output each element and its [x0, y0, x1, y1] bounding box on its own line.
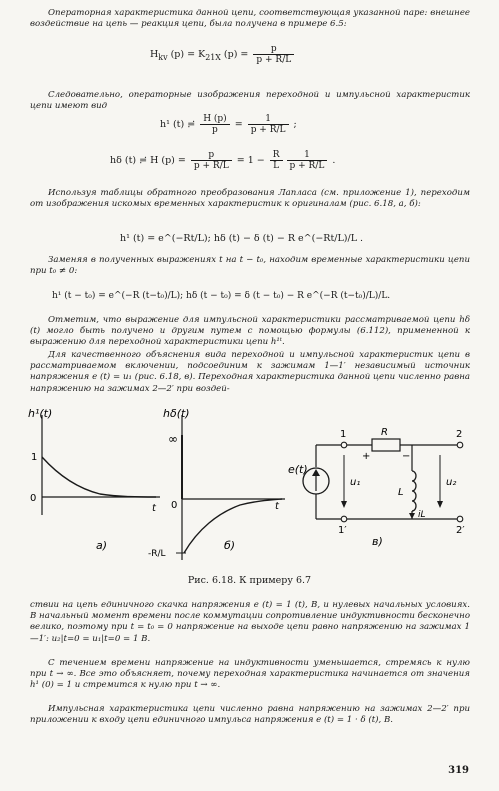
denominator: p + R/L — [193, 161, 229, 171]
formula-impulse-image — [110, 150, 335, 171]
formula-originals: h¹ (t) = e^(−Rt/L); hδ (t) − δ (t) − R e^(−Rt/L)/L . — [120, 233, 364, 244]
node-1p-terminal — [341, 516, 347, 522]
numerator: p — [191, 150, 232, 161]
panel-a-origin: 0 — [30, 493, 37, 504]
fraction — [270, 150, 283, 171]
formula-step-image — [160, 114, 297, 135]
figure-caption: Рис. 6.18. К примеру 6.7 — [187, 575, 312, 586]
inductor-label: L — [398, 487, 404, 498]
node-1p-label: 1′ — [338, 525, 347, 536]
node-2p-terminal — [457, 516, 463, 522]
denominator: L — [273, 161, 280, 171]
node-1-terminal — [341, 442, 347, 448]
node-2p-label: 2′ — [456, 525, 465, 536]
panel-b-caption: б) — [224, 539, 236, 552]
paragraph-7: ствии на цепь единичного скачка напряжения e (t) = 1 (t), В, и нулевых начальных условиях. В начальный момент времени после коммутации сопротивление индуктивности бесконечно велико, поэтому при t = t₀ = 0 напряжение на выходе цепи равно напряжению на зажимах 1—1′: u₂|t=0 = u₁|t=0 = 1 В. — [30, 600, 470, 644]
paragraph-8: С течением времени напряжение на индуктивности уменьшается, стремясь к нулю при t → ∞. Все это объясняет, почему переходная характеристика начинается от значения h¹ (0) = 1 и стремится к нулю при t → ∞. — [30, 658, 470, 691]
fraction — [248, 114, 289, 135]
panel-a-decay-curve — [42, 457, 156, 497]
panel-a-xlabel: t — [152, 503, 156, 514]
numerator: H (p) — [200, 114, 230, 125]
numerator: p — [253, 44, 294, 55]
fraction — [253, 44, 294, 65]
paragraph-9: Импульсная характеристика цепи численно равна напряжению на зажимах 2—2′ при приложении к входу цепи единичного импульса напряжения e (t) = 1 · δ (t), В. — [30, 704, 470, 726]
formula-part: (p) = — [220, 49, 252, 60]
formula-sub: kv — [158, 52, 168, 62]
u2-arrow-head — [437, 501, 443, 508]
paragraph-4: Заменяя в полученных выражениях t на t − t₀, находим временные характеристики цепи при t₀ ≠ 0: — [30, 255, 470, 277]
panel-a-step-response — [28, 407, 160, 552]
il-arrow-head — [409, 513, 415, 519]
panel-c-circuit — [288, 427, 465, 548]
formula-shifted: h¹ (t − t₀) = e^(−R (t−t₀)/L); hδ (t − t₀) = δ (t − t₀) − R e^(−R (t−t₀)/L)/L. — [52, 291, 391, 301]
denominator: p + R/L — [289, 161, 325, 171]
inductor-l — [412, 471, 416, 511]
formula-transfer-function — [150, 44, 296, 65]
panel-a-ylabel: h¹(t) — [28, 407, 53, 420]
resistor-label: R — [381, 427, 388, 438]
formula-part: ; — [290, 119, 297, 130]
fraction — [287, 150, 328, 171]
formula-part: hδ (t) ≓ H (p) = — [110, 155, 189, 166]
formula-part: h¹ (t) ≓ — [160, 119, 199, 130]
panel-b-origin: 0 — [171, 500, 178, 511]
numerator: 1 — [248, 114, 289, 125]
node-2-terminal — [457, 442, 463, 448]
u2-label: u₂ — [446, 477, 457, 488]
formula-part: . — [329, 155, 336, 166]
denominator: p + R/L — [250, 125, 286, 135]
denominator: p + R/L — [256, 55, 292, 65]
paragraph-2: Следовательно, операторные изображения переходной и импульсной характеристик цепи имеют вид — [30, 90, 470, 112]
numerator: R — [270, 150, 283, 161]
figure-6-18 — [0, 395, 499, 575]
numerator: 1 — [287, 150, 328, 161]
formula-part: = 1 − — [233, 155, 268, 166]
u1-arrow-head — [341, 501, 347, 508]
fraction — [200, 114, 230, 135]
panel-c-caption: в) — [372, 535, 383, 548]
panel-a-caption: а) — [96, 539, 108, 552]
formula-part: H — [150, 49, 159, 60]
denominator: p — [212, 125, 218, 135]
minus-label: − — [402, 451, 411, 462]
page-number: 319 — [448, 765, 469, 776]
node-1-label: 1 — [340, 429, 347, 440]
panel-b-neg-label: -R/L — [148, 549, 166, 559]
paragraph-5: Отметим, что выражение для импульсной характеристики рассматриваемой цепи hδ (t) могло быть получено и другим путем с помощью формулы (6.112), примененной к выражению для переходной характеристики цепи h¹ᵗ. — [30, 315, 470, 348]
node-2-label: 2 — [456, 429, 463, 440]
panel-b-infinity: ∞ — [168, 432, 178, 446]
panel-a-y-tick: 1 — [31, 452, 38, 463]
panel-b-impulse-response — [148, 407, 285, 560]
source-arrow-head — [312, 469, 320, 476]
paragraph-1: Операторная характеристика данной цепи, соответствующая указанной паре: внешнее воздействие на цепь — реакция цепи, была получена в примере 6.5: — [30, 8, 470, 30]
formula-part: (p) = K — [167, 49, 206, 60]
plus-label: + — [362, 451, 371, 462]
paragraph-6: Для качественного объяснения вида переходной и импульсной характеристик цепи в рассматриваемом включении, подсоединим к зажимам 1—1′ независимый источник напряжения e (t) = u₁ (рис. 6.18, в). Переходная характеристика данной цепи численно равна напряжению на зажимах 2—2′ при воздей- — [30, 350, 470, 394]
formula-sub: 21X — [205, 52, 221, 62]
paragraph-3: Используя таблицы обратного преобразования Лапласа (см. приложение 1), переходим от изображения искомых временных характеристик к оригиналам (рис. 6.18, а, б): — [30, 188, 470, 210]
il-label: iL — [418, 510, 426, 520]
formula-part: = — [231, 119, 246, 130]
panel-b-xlabel: t — [275, 501, 279, 512]
source-label: e(t) — [288, 463, 308, 476]
fraction — [191, 150, 232, 171]
u1-label: u₁ — [350, 477, 361, 488]
panel-b-ylabel: hδ(t) — [163, 407, 190, 420]
resistor-r — [372, 439, 400, 451]
